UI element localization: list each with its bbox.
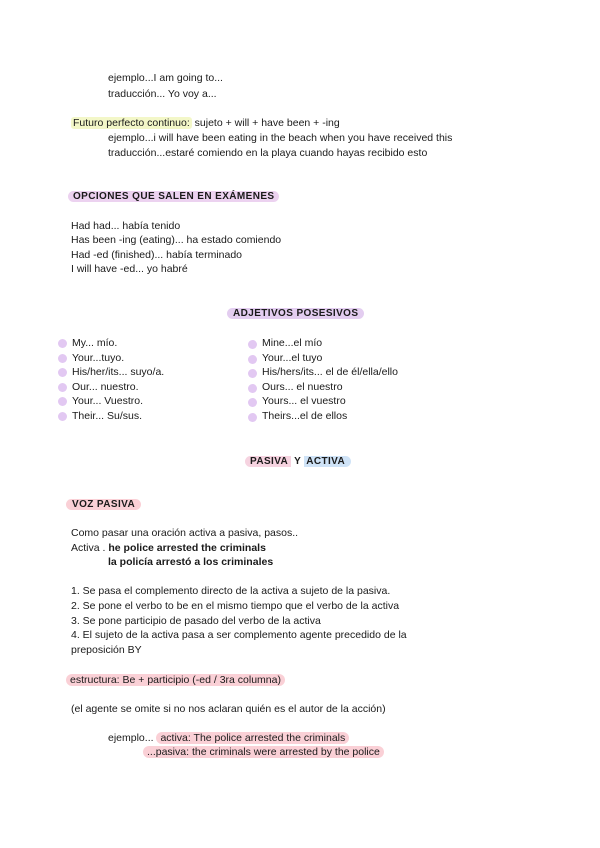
- bullet-dot: [248, 369, 257, 378]
- adjetivo-right: Theirs...el de ellos: [262, 410, 348, 422]
- bullet-dot: [248, 384, 257, 393]
- y-heading-word: Y: [291, 456, 305, 467]
- opciones-heading: [68, 190, 279, 203]
- paso-item: preposición BY: [71, 644, 142, 656]
- voz-pasiva-heading-text: VOZ PASIVA: [66, 499, 141, 510]
- ejemplo-activa-line: [108, 732, 349, 745]
- voz-pasiva-activa-line: [71, 542, 266, 555]
- bullet-dot: [248, 355, 257, 364]
- voz-pasiva-intro: Como pasar una oración activa a pasiva, pasos..: [71, 527, 299, 539]
- adjetivo-right: Mine...el mío: [262, 337, 323, 349]
- opciones-item: Had had... había tenido: [71, 220, 181, 232]
- adjetivo-right: Yours... el vuestro: [262, 395, 346, 407]
- adjetivo-right: Ours... el nuestro: [262, 381, 343, 393]
- voz-pasiva-heading: [66, 498, 141, 511]
- adjetivo-left: Their... Su/sus.: [72, 410, 143, 422]
- adjetivo-left: Our... nuestro.: [72, 381, 139, 393]
- opciones-item: Had -ed (finished)... había terminado: [71, 249, 243, 261]
- bullet-dot: [248, 398, 257, 407]
- ejemplo-label: ejemplo...: [108, 732, 157, 744]
- futuro-continuo-label: Futuro perfecto continuo:: [73, 117, 190, 129]
- pasiva-heading-word: PASIVA: [245, 456, 291, 467]
- adjetivo-left: My... mío.: [72, 337, 118, 349]
- adjetivo-right: Your...el tuyo: [262, 352, 323, 364]
- activa-heading-word: ACTIVA: [304, 456, 351, 467]
- adjetivos-heading: [227, 307, 364, 320]
- futuro-ejemplo: ejemplo...I am going to...: [108, 72, 223, 84]
- estructura-text: estructura: Be + participio (-ed / 3ra columna): [66, 674, 285, 686]
- bullet-dot: [248, 413, 257, 422]
- adjetivo-left: Your...tuyo.: [72, 352, 125, 364]
- bullet-dot: [58, 368, 67, 377]
- activa-example: he police arrested the criminals: [108, 542, 266, 554]
- opciones-heading-text: OPCIONES QUE SALEN EN EXÁMENES: [68, 191, 279, 202]
- estructura-line: [66, 674, 285, 687]
- adjetivo-right: His/hers/its... el de él/ella/ello: [262, 366, 398, 378]
- paso-item: 2. Se pone el verbo to be en el mismo tiempo que el verbo de la activa: [71, 600, 400, 612]
- bullet-dot: [58, 354, 67, 363]
- paso-item: 1. Se pasa el complemento directo de la activa a sujeto de la pasiva.: [71, 585, 391, 597]
- opciones-item: I will have -ed... yo habré: [71, 263, 188, 275]
- activa-translation: la policía arrestó a los criminales: [108, 556, 274, 568]
- ejemplo-activa: activa: The police arrested the criminals: [156, 732, 349, 744]
- futuro-continuo-line: [71, 117, 340, 130]
- ejemplo-pasiva-line: [143, 746, 384, 759]
- adjetivos-heading-text: ADJETIVOS POSESIVOS: [227, 308, 364, 319]
- futuro-traduccion: traducción... Yo voy a...: [108, 88, 217, 100]
- activa-label: Activa .: [71, 542, 109, 554]
- bullet-dot: [248, 340, 257, 349]
- adjetivo-left: Your... Vuestro.: [72, 395, 144, 407]
- paso-item: 4. El sujeto de la activa pasa a ser complemento agente precedido de la: [71, 629, 407, 641]
- adjetivo-left: His/her/its... suyo/a.: [72, 366, 165, 378]
- agente-nota: (el agente se omite si no nos aclaran quién es el autor de la acción): [71, 703, 386, 715]
- futuro-continuo-ejemplo: ejemplo...i will have been eating in the beach when you have received this: [108, 132, 453, 144]
- futuro-continuo-formula: sujeto + will + have been + -ing: [191, 117, 340, 129]
- bullet-dot: [58, 397, 67, 406]
- bullet-dot: [58, 339, 67, 348]
- paso-item: 3. Se pone participio de pasado del verbo de la activa: [71, 615, 321, 627]
- bullet-dot: [58, 412, 67, 421]
- opciones-item: Has been -ing (eating)... ha estado comiendo: [71, 234, 282, 246]
- ejemplo-pasiva: ...pasiva: the criminals were arrested by the police: [143, 746, 384, 758]
- pasiva-activa-heading: [245, 455, 351, 468]
- bullet-dot: [58, 383, 67, 392]
- futuro-continuo-traduccion: traducción...estaré comiendo en la playa cuando hayas recibido esto: [108, 147, 428, 159]
